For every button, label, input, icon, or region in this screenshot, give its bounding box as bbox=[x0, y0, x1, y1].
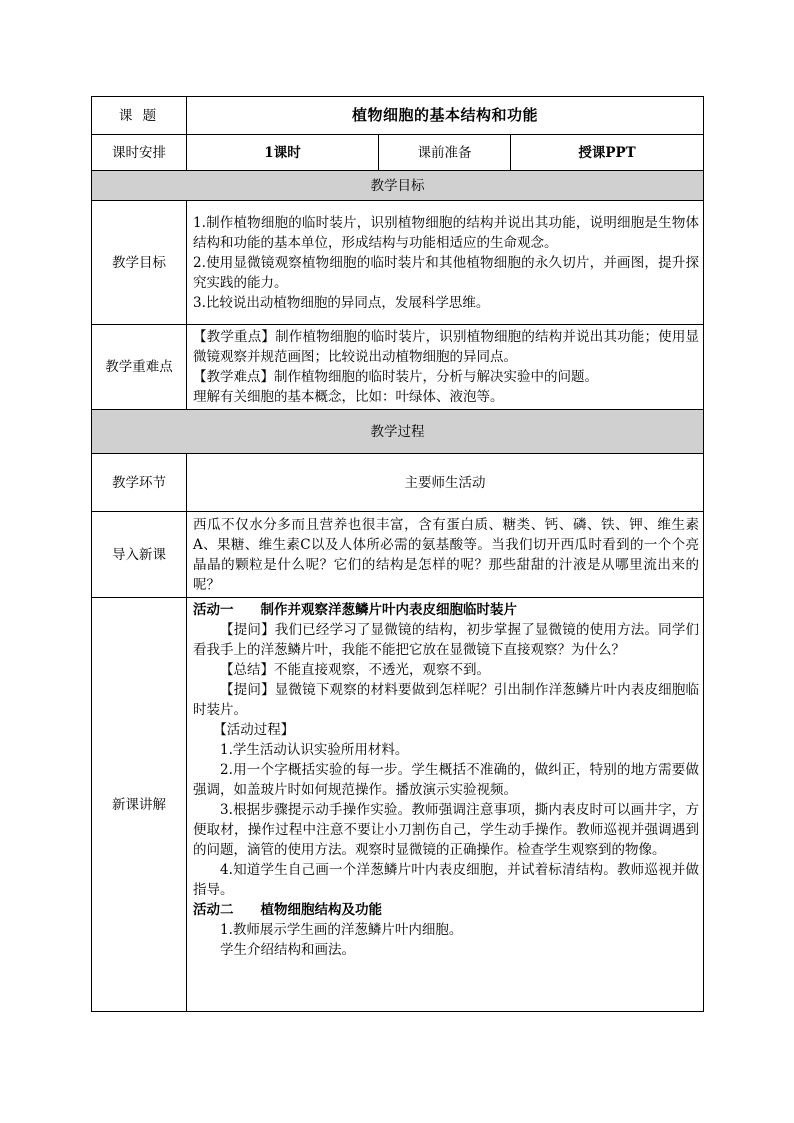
a2-step-2: 学生介绍结构和画法。 bbox=[220, 942, 355, 958]
process-section-row bbox=[92, 410, 704, 454]
objective-item: 2.使用显微镜观察植物细胞的临时装片和其他植物细胞的永久切片，并画图，提升探究实践的能力。 bbox=[193, 254, 700, 291]
intro-row bbox=[92, 512, 704, 598]
prep-value: 授课PPT bbox=[511, 135, 704, 171]
a1-question-1: 【提问】我们已经学习了显微镜的结构，初步掌握了显微镜的使用方法。同学们看我手上的洋葱鳞片叶，我能不能把它放在显微镜下直接观察？为什么？ bbox=[193, 622, 700, 658]
objectives-content bbox=[187, 201, 704, 325]
lesson-title: 植物细胞的基本结构和功能 bbox=[352, 106, 539, 124]
topic-row bbox=[92, 97, 704, 135]
key-text: 制作植物细胞的临时装片，识别植物细胞的结构并说出其功能；使用显微镜观察并规范画图；比较说出动植物细胞的异同点。 bbox=[193, 329, 700, 365]
a1-step-4: 4.知道学生自己画一个洋葱鳞片叶内表皮细胞，并试着标清结构。教师巡视并做指导。 bbox=[193, 862, 700, 898]
hours-value: 1课时 bbox=[187, 135, 379, 171]
process-col-label: 教学环节 bbox=[92, 454, 187, 512]
process-section-title: 教学过程 bbox=[92, 410, 704, 454]
objectives-section-title: 教学目标 bbox=[92, 171, 704, 201]
lesson-label: 新课讲解 bbox=[92, 598, 187, 1012]
a1-question-2: 【提问】显微镜下观察的材料要做到怎样呢？引出制作洋葱鳞片叶内表皮细胞临时装片。 bbox=[193, 682, 700, 718]
difficult-tag: 【教学难点】 bbox=[193, 369, 274, 385]
activity2-title: 活动二 植物细胞结构及功能 bbox=[193, 902, 382, 918]
intro-text: 西瓜不仅水分多而且营养也很丰富，含有蛋白质、糖类、钙、磷、铁、钾、维生素A、果糖、维生素C以及人体所必需的氨基酸等。当我们切开西瓜时看到的一个个亮晶晶的颗粒是什么呢？它们的结构是怎样的呢？那些甜甜的汁液是从哪里流出来的呢？ bbox=[187, 512, 704, 598]
lesson-row bbox=[92, 598, 704, 1012]
process-col-value: 主要师生活动 bbox=[187, 454, 704, 512]
lesson-content bbox=[187, 598, 704, 1012]
a2-step-1: 1.教师展示学生画的洋葱鳞片叶内细胞。 bbox=[220, 922, 463, 938]
prep-label: 课前准备 bbox=[379, 135, 511, 171]
key-tag: 【教学重点】 bbox=[193, 329, 276, 345]
activity1-title: 活动一 制作并观察洋葱鳞片叶内表皮细胞临时装片 bbox=[193, 602, 517, 618]
a1-step-3: 3.根据步骤提示动手操作实验。教师强调注意事项，撕内表皮时可以画井字，方便取材，操作过程中注意不要让小刀割伤自己，学生动手操作。教师巡视并强调遇到的问题，滴管的使用方法。观察时显微镜的正确操作。检查学生观察到的物像。 bbox=[193, 802, 700, 858]
schedule-row bbox=[92, 135, 704, 171]
a1-summary: 【总结】不能直接观察，不透光，观察不到。 bbox=[220, 662, 490, 678]
key-points-extra: 理解有关细胞的基本概念，比如：叶绿体、液泡等。 bbox=[193, 389, 504, 405]
intro-label: 导入新课 bbox=[92, 512, 187, 598]
key-points-label: 教学重难点 bbox=[92, 325, 187, 410]
lesson-plan-table bbox=[91, 96, 704, 1012]
key-points-row bbox=[92, 325, 704, 410]
a1-step-2: 2.用一个字概括实验的每一步。学生概括不准确的，做纠正，特别的地方需要做强调，如盖玻片时如何规范操作。播放演示实验视频。 bbox=[193, 762, 700, 798]
a1-step-1: 1.学生活动认识实验所用材料。 bbox=[220, 742, 409, 758]
objective-item: 3.比较说出动植物细胞的异同点，发展科学思维。 bbox=[193, 294, 490, 311]
objectives-section-row bbox=[92, 171, 704, 201]
objectives-label: 教学目标 bbox=[92, 201, 187, 325]
process-header-row bbox=[92, 454, 704, 512]
objectives-row bbox=[92, 201, 704, 325]
difficult-text: 制作植物细胞的临时装片，分析与解决实验中的问题。 bbox=[274, 369, 598, 385]
topic-label: 课 题 bbox=[92, 97, 187, 135]
hours-label: 课时安排 bbox=[92, 135, 187, 171]
objective-item: 1.制作植物细胞的临时装片，识别植物细胞的结构并说出其功能，说明细胞是生物体结构和功能的基本单位，形成结构与功能相适应的生命观念。 bbox=[193, 214, 700, 251]
a1-process-tag: 【活动过程】 bbox=[213, 722, 295, 738]
key-points-content bbox=[187, 325, 704, 410]
